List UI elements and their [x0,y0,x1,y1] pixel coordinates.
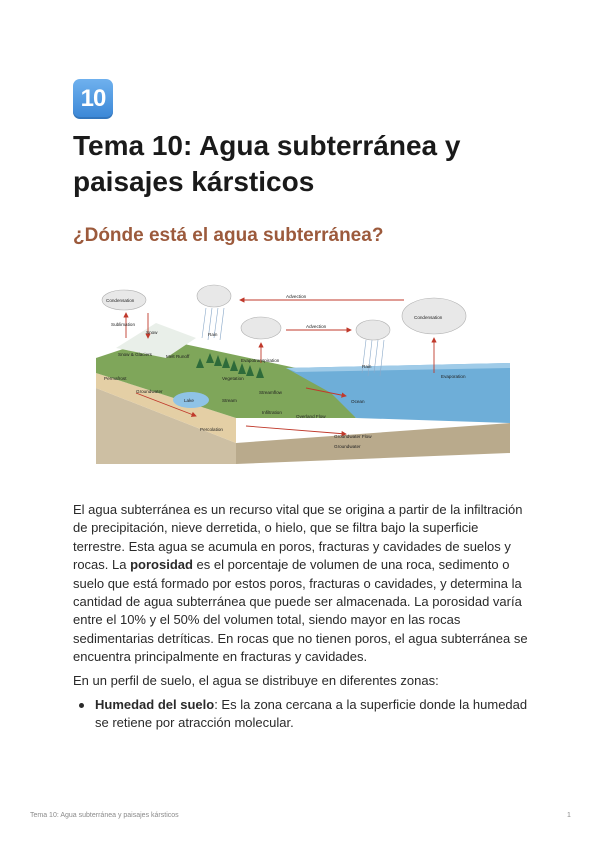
keycap-ten-emoji [73,79,113,119]
intro-text-b: es el porcentaje de volumen de una roca, sedimento o suelo que está formado por estos poros, fracturas o cavidades, y determina la cantidad de agua subterránea que puede ser almacenada. La porosidad varía entre el 10% y el 50% del volumen total, siendo mayor en las rocas sedimentarias detríticas. En rocas que no tienen poros, el agua subterránea se encuentra principalmente en fracturas y cavidades. [73,557,528,665]
bullet-text: : Es la zona cercana a la superficie donde la humedad se retiene por atracción molecular. [95,697,528,731]
intro-text-a: El agua subterránea es un recurso vital que se origina a partir de la infiltración de precipitación, nieve derretida, o hielo, que se filtra bajo la superficie terrestre. Esta agua se acumula en poros, fracturas y cavidades de suelos y rocas. La [73,502,523,573]
water-cycle-diagram [96,268,510,464]
label-infiltration: Infiltration [262,410,282,415]
label-overland-flow: Overland Flow [296,414,326,419]
list-item [73,696,529,733]
label-snow-glaciers: Snow & Glaciers [118,352,152,357]
zones-list [73,696,529,733]
cloud-center [197,285,231,307]
zones-intro: En un perfil de suelo, el agua se distribuye en diferentes zonas: [73,673,439,688]
label-streamflow: Streamflow [259,390,282,395]
footer-doc-title: Tema 10: Agua subterránea y paisajes kársticos [30,812,179,819]
label-evapotranspiration: Evapotranspiration [241,358,280,363]
label-percolation: Percolation [200,427,223,432]
keycap-ten-label: 10 [80,85,106,112]
intro-paragraph [73,501,529,667]
label-sublimation: Sublimation [111,322,136,327]
label-groundwater-flow: Groundwater Flow [334,434,372,439]
section-heading: ¿Dónde está el agua subterránea? [73,225,384,246]
label-advection-top: Advection [286,294,307,299]
label-stream: Stream [222,398,237,403]
label-groundwater-left: Groundwater [136,389,163,394]
label-advection-right: Advection [306,324,327,329]
label-condensation-left: Condensation [106,298,135,303]
label-permafrost: Permafrost [104,376,127,381]
porosity-term: porosidad [130,557,193,573]
label-lake: Lake [184,398,194,403]
cloud-ocean [356,320,390,340]
label-rain-left: Rain [208,332,218,337]
label-groundwater-bottom: Groundwater [334,444,361,449]
label-snow: Snow [146,330,158,335]
cloud-middle [241,317,281,339]
label-melt-runoff: Melt Runoff [166,354,190,359]
label-ocean: Ocean [351,399,365,404]
page-title: Tema 10: Agua subterránea y paisajes kársticos [73,130,461,197]
footer-page-number: 1 [567,812,571,819]
label-rain-right: Rain [362,364,372,369]
label-condensation-right: Condensation [414,315,443,320]
label-vegetation: Vegetation [222,376,244,381]
label-evaporation: Evaporation [441,374,466,379]
bullet-term: Humedad del suelo [95,697,215,712]
